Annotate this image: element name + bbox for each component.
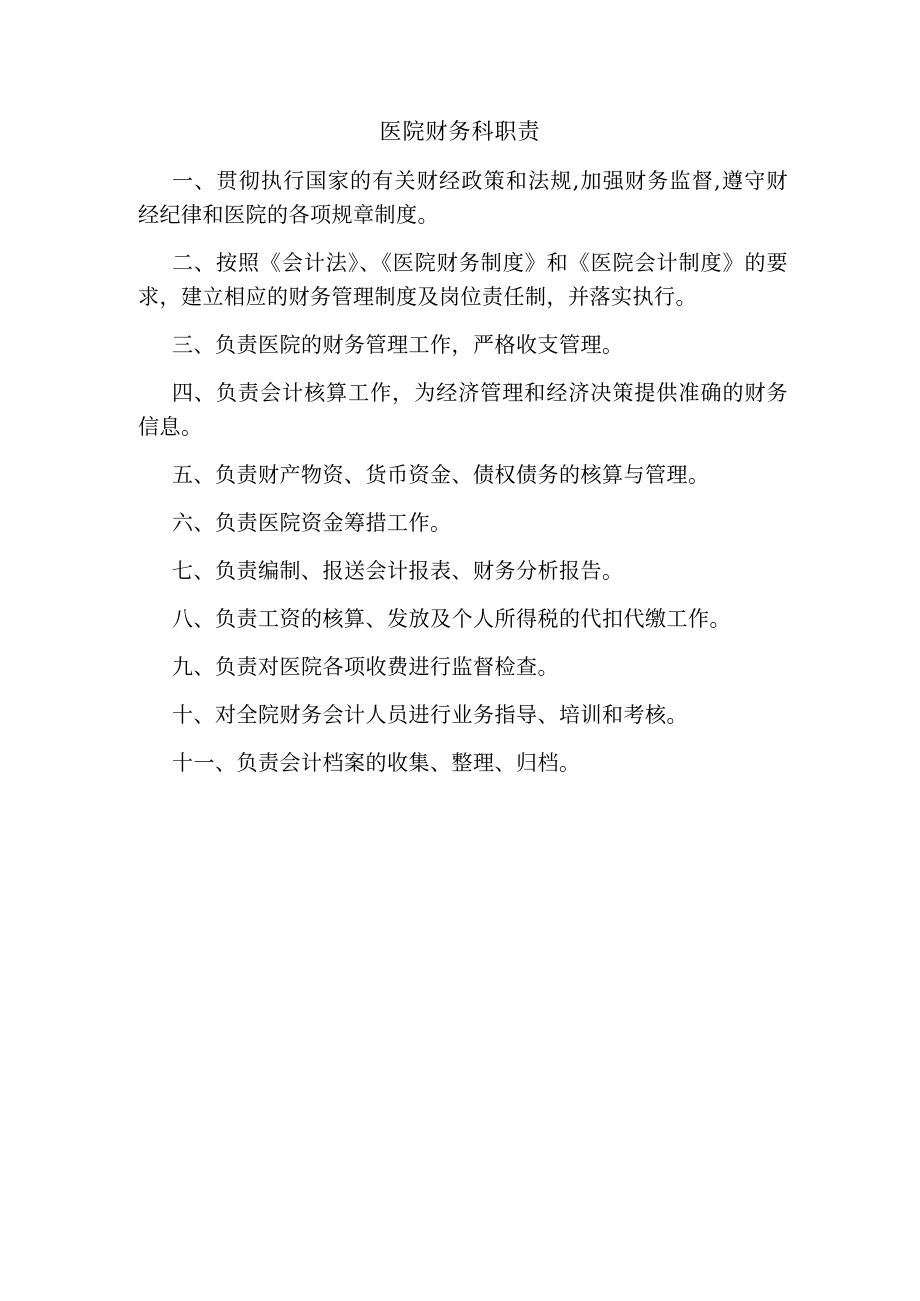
duty-item-8: 八、负责工资的核算、发放及个人所得税的代扣代缴工作。 xyxy=(172,607,731,631)
duty-item-5: 五、负责财产物资、货币资金、债权债务的核算与管理。 xyxy=(172,463,710,487)
duty-item-2: 二、按照《会计法》、《医院财务制度》和《医院会计制度》的要求，建立相应的财务管理制度及岗位责任制，并落实执行。 xyxy=(138,251,788,309)
duty-item-6: 六、负责医院资金筹措工作。 xyxy=(172,511,452,535)
duty-item-11: 十一、负责会计档案的收集、整理、归档。 xyxy=(172,751,581,775)
document-title: 医院财务科职责 xyxy=(379,120,541,145)
duty-item-10: 十、对全院财务会计人员进行业务指导、培训和考核。 xyxy=(172,703,688,727)
duty-item-7: 七、负责编制、报送会计报表、财务分析报告。 xyxy=(172,559,624,583)
duty-list xyxy=(138,164,788,794)
duty-item-3: 三、负责医院的财务管理工作，严格收支管理。 xyxy=(172,333,624,357)
duty-item-1: 一、贯彻执行国家的有关财经政策和法规,加强财务监督,遵守财经纪律和医院的各项规章制度。 xyxy=(138,169,788,227)
duty-item-4: 四、负责会计核算工作，为经济管理和经济决策提供准确的财务信息。 xyxy=(138,381,788,439)
duty-item-9: 九、负责对医院各项收费进行监督检查。 xyxy=(172,655,559,679)
